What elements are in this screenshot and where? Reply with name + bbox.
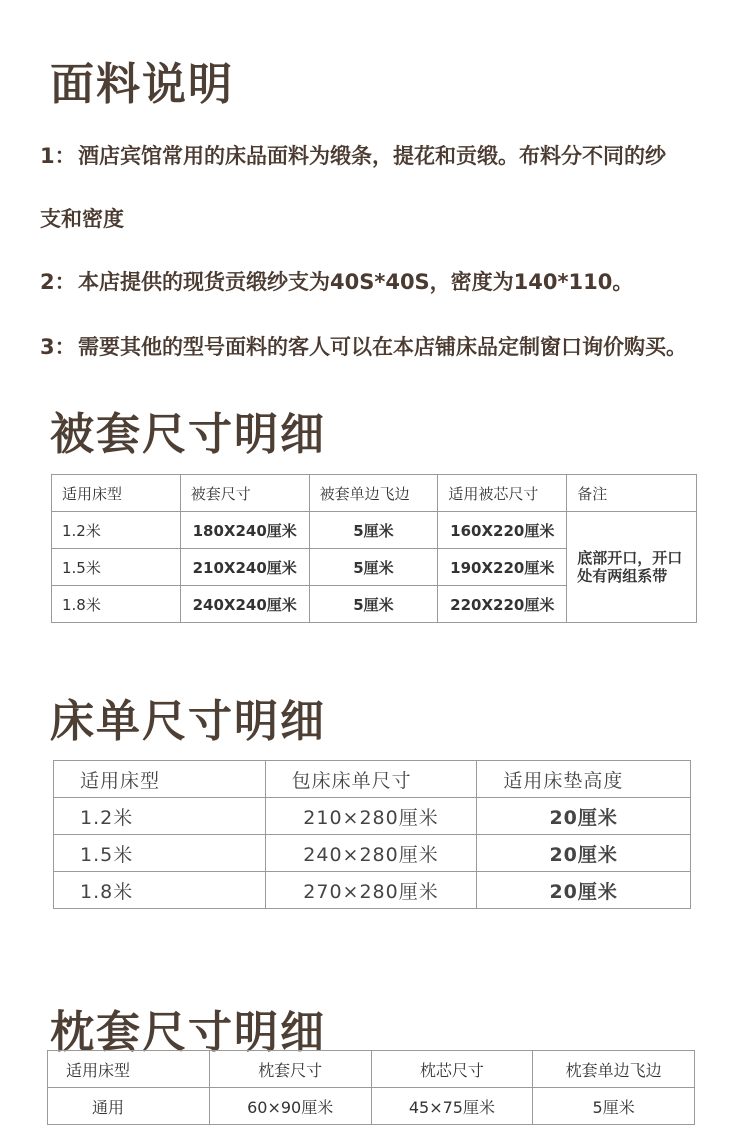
insert-size-cell: 220X220厘米 xyxy=(438,586,567,623)
header-cell: 枕套尺寸 xyxy=(209,1051,371,1088)
fabric-item-1 xyxy=(40,142,730,170)
item-number: 1： xyxy=(40,144,76,168)
table-header-row xyxy=(48,1051,695,1088)
item-number: 2： xyxy=(40,270,76,294)
bed-type-cell: 1.2米 xyxy=(54,798,266,835)
duvet-size-cell: 210X240厘米 xyxy=(180,549,309,586)
item-number: 3： xyxy=(40,335,76,359)
duvet-size-cell: 180X240厘米 xyxy=(180,512,309,549)
table-header-row xyxy=(52,475,697,512)
header-cell: 被套尺寸 xyxy=(180,475,309,512)
table-row xyxy=(54,835,691,872)
bed-type-cell: 1.8米 xyxy=(52,586,181,623)
flange-cell: 5厘米 xyxy=(309,549,438,586)
duvet-size-cell: 240X240厘米 xyxy=(180,586,309,623)
flange-cell: 5厘米 xyxy=(309,512,438,549)
bed-type-cell: 1.2米 xyxy=(52,512,181,549)
header-cell: 适用床型 xyxy=(48,1051,210,1088)
header-cell: 枕芯尺寸 xyxy=(371,1051,533,1088)
sheet-size-table xyxy=(53,760,691,909)
item-text: 需要其他的型号面料的客人可以在本店铺床品定制窗口询价购买。 xyxy=(78,335,687,359)
duvet-size-table xyxy=(51,474,697,623)
pillow-title: 枕套尺寸明细 xyxy=(50,1007,326,1058)
mattress-height-cell: 20厘米 xyxy=(477,872,691,909)
insert-size-cell: 190X220厘米 xyxy=(438,549,567,586)
header-cell: 备注 xyxy=(567,475,697,512)
item-text: 本店提供的现货贡缎纱支为40S*40S，密度为140*110。 xyxy=(78,270,634,294)
sheet-size-cell: 240×280厘米 xyxy=(265,835,477,872)
fabric-item-3 xyxy=(40,333,730,361)
bed-type-cell: 1.5米 xyxy=(52,549,181,586)
insert-size-cell: 160X220厘米 xyxy=(438,512,567,549)
fabric-item-2 xyxy=(40,268,730,296)
pillowcase-size-cell: 60×90厘米 xyxy=(209,1088,371,1125)
pillow-size-table xyxy=(47,1050,695,1125)
fabric-title: 面料说明 xyxy=(50,59,234,110)
sheet-title: 床单尺寸明细 xyxy=(50,696,326,747)
bed-type-cell: 1.5米 xyxy=(54,835,266,872)
duvet-title: 被套尺寸明细 xyxy=(50,409,326,460)
flange-cell: 5厘米 xyxy=(533,1088,695,1125)
table-row xyxy=(52,512,697,549)
bed-type-cell: 通用 xyxy=(48,1088,210,1125)
pillow-insert-size-cell: 45×75厘米 xyxy=(371,1088,533,1125)
table-row xyxy=(48,1088,695,1125)
flange-cell: 5厘米 xyxy=(309,586,438,623)
bed-type-cell: 1.8米 xyxy=(54,872,266,909)
header-cell: 被套单边飞边 xyxy=(309,475,438,512)
header-cell: 适用床型 xyxy=(54,761,266,798)
mattress-height-cell: 20厘米 xyxy=(477,798,691,835)
header-cell: 枕套单边飞边 xyxy=(533,1051,695,1088)
header-cell: 适用床型 xyxy=(52,475,181,512)
header-cell: 适用床垫高度 xyxy=(477,761,691,798)
sheet-size-cell: 210×280厘米 xyxy=(265,798,477,835)
fabric-item-1-continued: 支和密度 xyxy=(40,207,124,231)
note-cell: 底部开口，开口处有两组系带 xyxy=(567,512,697,623)
table-header-row xyxy=(54,761,691,798)
table-row xyxy=(54,798,691,835)
table-row xyxy=(54,872,691,909)
item-text: 酒店宾馆常用的床品面料为缎条，提花和贡缎。布料分不同的纱 xyxy=(78,144,666,168)
header-cell: 适用被芯尺寸 xyxy=(438,475,567,512)
header-cell: 包床床单尺寸 xyxy=(265,761,477,798)
mattress-height-cell: 20厘米 xyxy=(477,835,691,872)
sheet-size-cell: 270×280厘米 xyxy=(265,872,477,909)
